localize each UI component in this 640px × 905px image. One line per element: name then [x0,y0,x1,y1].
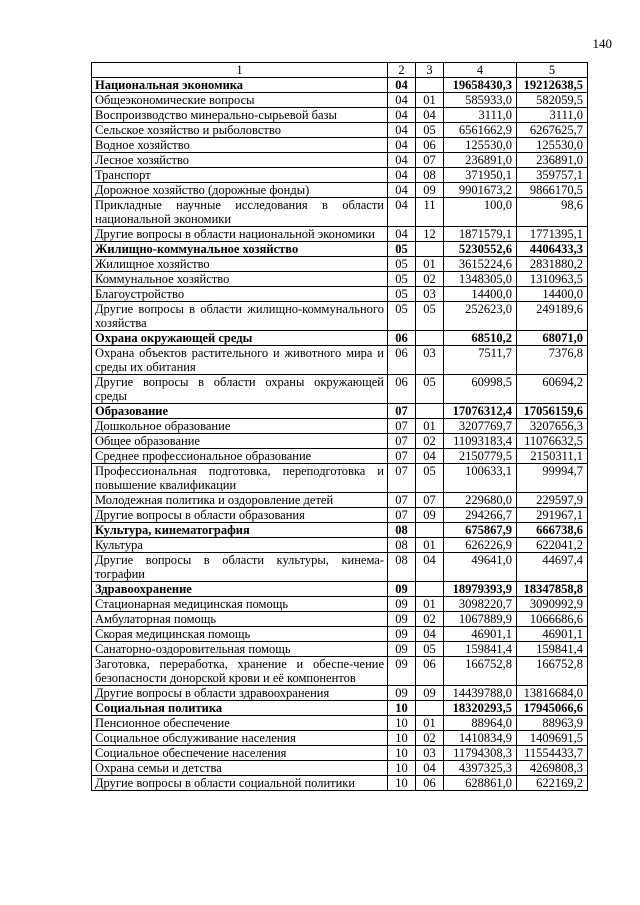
row-value-col5-cell: 2150311,1 [517,449,588,464]
table-row [92,287,588,302]
row-value-col4-cell: 159841,4 [444,642,517,657]
row-section-cell: 07 [388,493,416,508]
row-value-col5-cell: 236891,0 [517,153,588,168]
row-name-cell: Дошкольное образование [92,419,388,434]
row-section-cell: 07 [388,434,416,449]
row-value-col5-cell: 18347858,8 [517,582,588,597]
row-value-col5-cell: 4406433,3 [517,242,588,257]
table-section-row [92,78,588,93]
row-subsection-cell: 02 [416,612,444,627]
table-row [92,731,588,746]
row-subsection-cell: 11 [416,198,444,227]
row-value-col4-cell: 3098220,7 [444,597,517,612]
row-subsection-cell: 01 [416,93,444,108]
row-value-col4-cell: 46901,1 [444,627,517,642]
row-name-cell: Санаторно-оздоровительная помощь [92,642,388,657]
table-section-row [92,331,588,346]
row-value-col4-cell: 371950,1 [444,168,517,183]
row-value-col4-cell: 294266,7 [444,508,517,523]
row-name-cell: Охрана окружающей среды [92,331,388,346]
row-value-col5-cell: 291967,1 [517,508,588,523]
row-subsection-cell: 02 [416,272,444,287]
row-section-cell: 04 [388,93,416,108]
row-section-cell: 06 [388,346,416,375]
row-value-col4-cell: 3207769,7 [444,419,517,434]
row-value-col4-cell: 236891,0 [444,153,517,168]
row-value-col5-cell: 622169,2 [517,776,588,791]
row-subsection-cell: 12 [416,227,444,242]
table-row [92,686,588,701]
budget-table [91,62,588,791]
row-section-cell: 04 [388,138,416,153]
row-section-cell: 04 [388,183,416,198]
table-row [92,716,588,731]
table-row [92,657,588,686]
table-row [92,153,588,168]
row-value-col4-cell: 11794308,3 [444,746,517,761]
table-section-row [92,523,588,538]
row-subsection-cell [416,242,444,257]
row-name-cell: Амбулаторная помощь [92,612,388,627]
row-value-col5-cell: 622041,2 [517,538,588,553]
row-name-cell: Транспорт [92,168,388,183]
table-section-row [92,242,588,257]
row-value-col4-cell: 1067889,9 [444,612,517,627]
row-value-col4-cell: 7511,7 [444,346,517,375]
row-value-col5-cell: 229597,9 [517,493,588,508]
row-section-cell: 07 [388,419,416,434]
row-name-cell: Другие вопросы в области социальной политики [92,776,388,791]
row-value-col4-cell: 11093183,4 [444,434,517,449]
row-subsection-cell: 04 [416,449,444,464]
header-cell: 1 [92,63,388,78]
row-name-cell: Жилищное хозяйство [92,257,388,272]
table-row [92,198,588,227]
table-row [92,553,588,582]
row-section-cell: 09 [388,582,416,597]
row-value-col5-cell: 46901,1 [517,627,588,642]
table-row [92,375,588,404]
row-section-cell: 08 [388,538,416,553]
row-value-col4-cell: 4397325,3 [444,761,517,776]
row-value-col5-cell: 11554433,7 [517,746,588,761]
table-header-row [92,63,588,78]
row-name-cell: Сельское хозяйство и рыболовство [92,123,388,138]
row-value-col5-cell: 1066686,6 [517,612,588,627]
row-value-col5-cell: 3207656,3 [517,419,588,434]
row-subsection-cell: 05 [416,642,444,657]
table-row [92,434,588,449]
row-section-cell: 09 [388,686,416,701]
row-subsection-cell: 01 [416,419,444,434]
table-section-row [92,582,588,597]
row-value-col5-cell: 159841,4 [517,642,588,657]
row-value-col5-cell: 88963,9 [517,716,588,731]
row-subsection-cell: 02 [416,731,444,746]
row-subsection-cell: 09 [416,508,444,523]
row-section-cell: 09 [388,657,416,686]
row-name-cell: Пенсионное обеспечение [92,716,388,731]
row-value-col4-cell: 1348305,0 [444,272,517,287]
row-value-col5-cell: 99994,7 [517,464,588,493]
row-value-col5-cell: 666738,6 [517,523,588,538]
table-row [92,183,588,198]
table-row [92,138,588,153]
row-subsection-cell [416,404,444,419]
row-value-col5-cell: 98,6 [517,198,588,227]
row-name-cell: Общее образование [92,434,388,449]
row-value-col4-cell: 252623,0 [444,302,517,331]
row-value-col5-cell: 11076632,5 [517,434,588,449]
row-name-cell: Лесное хозяйство [92,153,388,168]
row-value-col4-cell: 585933,0 [444,93,517,108]
row-name-cell: Жилищно-коммунальное хозяйство [92,242,388,257]
row-name-cell: Образование [92,404,388,419]
row-subsection-cell: 03 [416,346,444,375]
row-section-cell: 05 [388,257,416,272]
row-value-col5-cell: 3111,0 [517,108,588,123]
row-section-cell: 04 [388,78,416,93]
row-subsection-cell: 04 [416,761,444,776]
row-name-cell: Другие вопросы в области культуры, кинема-тографии [92,553,388,582]
table-row [92,108,588,123]
row-subsection-cell [416,331,444,346]
row-subsection-cell: 06 [416,138,444,153]
table-row [92,612,588,627]
row-value-col4-cell: 17076312,4 [444,404,517,419]
row-section-cell: 10 [388,731,416,746]
row-value-col5-cell: 60694,2 [517,375,588,404]
row-value-col5-cell: 7376,8 [517,346,588,375]
row-name-cell: Профессиональная подготовка, переподготовка и повышение квалификации [92,464,388,493]
row-name-cell: Прикладные научные исследования в области национальной экономики [92,198,388,227]
row-value-col5-cell: 13816684,0 [517,686,588,701]
row-subsection-cell: 04 [416,627,444,642]
row-value-col4-cell: 9901673,2 [444,183,517,198]
row-section-cell: 05 [388,272,416,287]
row-section-cell: 08 [388,553,416,582]
row-value-col5-cell: 166752,8 [517,657,588,686]
table-row [92,419,588,434]
row-subsection-cell: 04 [416,108,444,123]
row-value-col5-cell: 359757,1 [517,168,588,183]
row-subsection-cell [416,78,444,93]
row-name-cell: Дорожное хозяйство (дорожные фонды) [92,183,388,198]
row-name-cell: Другие вопросы в области национальной экономики [92,227,388,242]
row-value-col4-cell: 1410834,9 [444,731,517,746]
row-value-col4-cell: 166752,8 [444,657,517,686]
row-subsection-cell: 02 [416,434,444,449]
row-subsection-cell: 09 [416,183,444,198]
row-section-cell: 09 [388,597,416,612]
row-value-col5-cell: 1310963,5 [517,272,588,287]
row-value-col4-cell: 626226,9 [444,538,517,553]
row-value-col4-cell: 68510,2 [444,331,517,346]
row-section-cell: 10 [388,701,416,716]
row-value-col4-cell: 18979393,9 [444,582,517,597]
row-subsection-cell: 01 [416,716,444,731]
row-value-col4-cell: 675867,9 [444,523,517,538]
row-value-col5-cell: 9866170,5 [517,183,588,198]
row-subsection-cell: 05 [416,123,444,138]
table-row [92,346,588,375]
row-section-cell: 10 [388,716,416,731]
row-value-col4-cell: 628861,0 [444,776,517,791]
row-section-cell: 06 [388,331,416,346]
row-name-cell: Культура [92,538,388,553]
table-row [92,597,588,612]
row-value-col4-cell: 14400,0 [444,287,517,302]
row-name-cell: Социальное обеспечение населения [92,746,388,761]
row-subsection-cell: 05 [416,302,444,331]
row-subsection-cell: 03 [416,287,444,302]
row-value-col4-cell: 60998,5 [444,375,517,404]
row-value-col4-cell: 100,0 [444,198,517,227]
row-value-col4-cell: 6561662,9 [444,123,517,138]
table-row [92,168,588,183]
row-value-col5-cell: 44697,4 [517,553,588,582]
row-name-cell: Охрана семьи и детства [92,761,388,776]
table-row [92,627,588,642]
row-section-cell: 04 [388,153,416,168]
row-section-cell: 10 [388,761,416,776]
row-name-cell: Благоустройство [92,287,388,302]
row-value-col5-cell: 17945066,6 [517,701,588,716]
row-section-cell: 09 [388,642,416,657]
row-section-cell: 07 [388,508,416,523]
row-value-col5-cell: 1409691,5 [517,731,588,746]
row-section-cell: 04 [388,123,416,138]
table-row [92,302,588,331]
row-value-col4-cell: 229680,0 [444,493,517,508]
row-name-cell: Другие вопросы в области здравоохранения [92,686,388,701]
table-row [92,642,588,657]
row-name-cell: Социальная политика [92,701,388,716]
row-value-col5-cell: 125530,0 [517,138,588,153]
row-subsection-cell: 08 [416,168,444,183]
table-row [92,93,588,108]
row-section-cell: 08 [388,523,416,538]
table-row [92,776,588,791]
row-name-cell: Охрана объектов растительного и животного мира и среды их обитания [92,346,388,375]
row-name-cell: Молодежная политика и оздоровление детей [92,493,388,508]
row-subsection-cell: 01 [416,538,444,553]
row-value-col4-cell: 14439788,0 [444,686,517,701]
row-section-cell: 04 [388,227,416,242]
row-section-cell: 04 [388,198,416,227]
row-section-cell: 10 [388,746,416,761]
row-subsection-cell [416,701,444,716]
row-value-col5-cell: 14400,0 [517,287,588,302]
row-section-cell: 07 [388,449,416,464]
row-name-cell: Водное хозяйство [92,138,388,153]
row-value-col5-cell: 249189,6 [517,302,588,331]
row-name-cell: Другие вопросы в области жилищно-коммунального хозяйства [92,302,388,331]
row-name-cell: Заготовка, переработка, хранение и обеспе-чение безопасности донорской крови и её компонентов [92,657,388,686]
row-subsection-cell: 07 [416,493,444,508]
table-row [92,272,588,287]
row-value-col5-cell: 4269808,3 [517,761,588,776]
row-section-cell: 04 [388,108,416,123]
row-section-cell: 05 [388,302,416,331]
row-section-cell: 07 [388,404,416,419]
table-row [92,746,588,761]
row-value-col4-cell: 100633,1 [444,464,517,493]
row-value-col4-cell: 49641,0 [444,553,517,582]
row-value-col4-cell: 3111,0 [444,108,517,123]
row-value-col5-cell: 19212638,5 [517,78,588,93]
table-row [92,464,588,493]
row-section-cell: 06 [388,375,416,404]
row-section-cell: 05 [388,287,416,302]
row-value-col5-cell: 3090992,9 [517,597,588,612]
row-subsection-cell: 06 [416,776,444,791]
header-cell: 4 [444,63,517,78]
table-row [92,761,588,776]
row-name-cell: Национальная экономика [92,78,388,93]
table-section-row [92,701,588,716]
row-subsection-cell: 07 [416,153,444,168]
row-value-col4-cell: 19658430,3 [444,78,517,93]
page-number: 140 [592,36,612,51]
row-value-col4-cell: 2150779,5 [444,449,517,464]
row-subsection-cell: 05 [416,375,444,404]
table-row [92,227,588,242]
header-cell: 5 [517,63,588,78]
row-value-col4-cell: 1871579,1 [444,227,517,242]
row-value-col5-cell: 17056159,6 [517,404,588,419]
row-name-cell: Другие вопросы в области охраны окружающей среды [92,375,388,404]
table-row [92,123,588,138]
row-value-col5-cell: 2831880,2 [517,257,588,272]
row-name-cell: Коммунальное хозяйство [92,272,388,287]
row-subsection-cell: 01 [416,597,444,612]
row-subsection-cell: 01 [416,257,444,272]
row-value-col5-cell: 68071,0 [517,331,588,346]
row-name-cell: Культура, кинематография [92,523,388,538]
row-section-cell: 09 [388,627,416,642]
row-subsection-cell [416,582,444,597]
table-row [92,449,588,464]
table-section-row [92,404,588,419]
row-section-cell: 04 [388,168,416,183]
row-subsection-cell: 09 [416,686,444,701]
row-name-cell: Воспроизводство минерально-сырьевой базы [92,108,388,123]
table-row [92,493,588,508]
table-row [92,508,588,523]
row-value-col4-cell: 5230552,6 [444,242,517,257]
row-value-col4-cell: 3615224,6 [444,257,517,272]
header-cell: 3 [416,63,444,78]
row-value-col4-cell: 18320293,5 [444,701,517,716]
row-name-cell: Скорая медицинская помощь [92,627,388,642]
table-row [92,538,588,553]
row-subsection-cell [416,523,444,538]
row-section-cell: 10 [388,776,416,791]
row-name-cell: Здравоохранение [92,582,388,597]
row-section-cell: 07 [388,464,416,493]
row-value-col5-cell: 582059,5 [517,93,588,108]
row-value-col5-cell: 1771395,1 [517,227,588,242]
row-value-col4-cell: 125530,0 [444,138,517,153]
row-name-cell: Социальное обслуживание населения [92,731,388,746]
row-section-cell: 09 [388,612,416,627]
row-value-col4-cell: 88964,0 [444,716,517,731]
row-subsection-cell: 05 [416,464,444,493]
row-subsection-cell: 06 [416,657,444,686]
row-name-cell: Общеэкономические вопросы [92,93,388,108]
row-name-cell: Другие вопросы в области образования [92,508,388,523]
row-name-cell: Стационарная медицинская помощь [92,597,388,612]
table-row [92,257,588,272]
row-subsection-cell: 04 [416,553,444,582]
row-value-col5-cell: 6267625,7 [517,123,588,138]
row-section-cell: 05 [388,242,416,257]
header-cell: 2 [388,63,416,78]
row-subsection-cell: 03 [416,746,444,761]
row-name-cell: Среднее профессиональное образование [92,449,388,464]
